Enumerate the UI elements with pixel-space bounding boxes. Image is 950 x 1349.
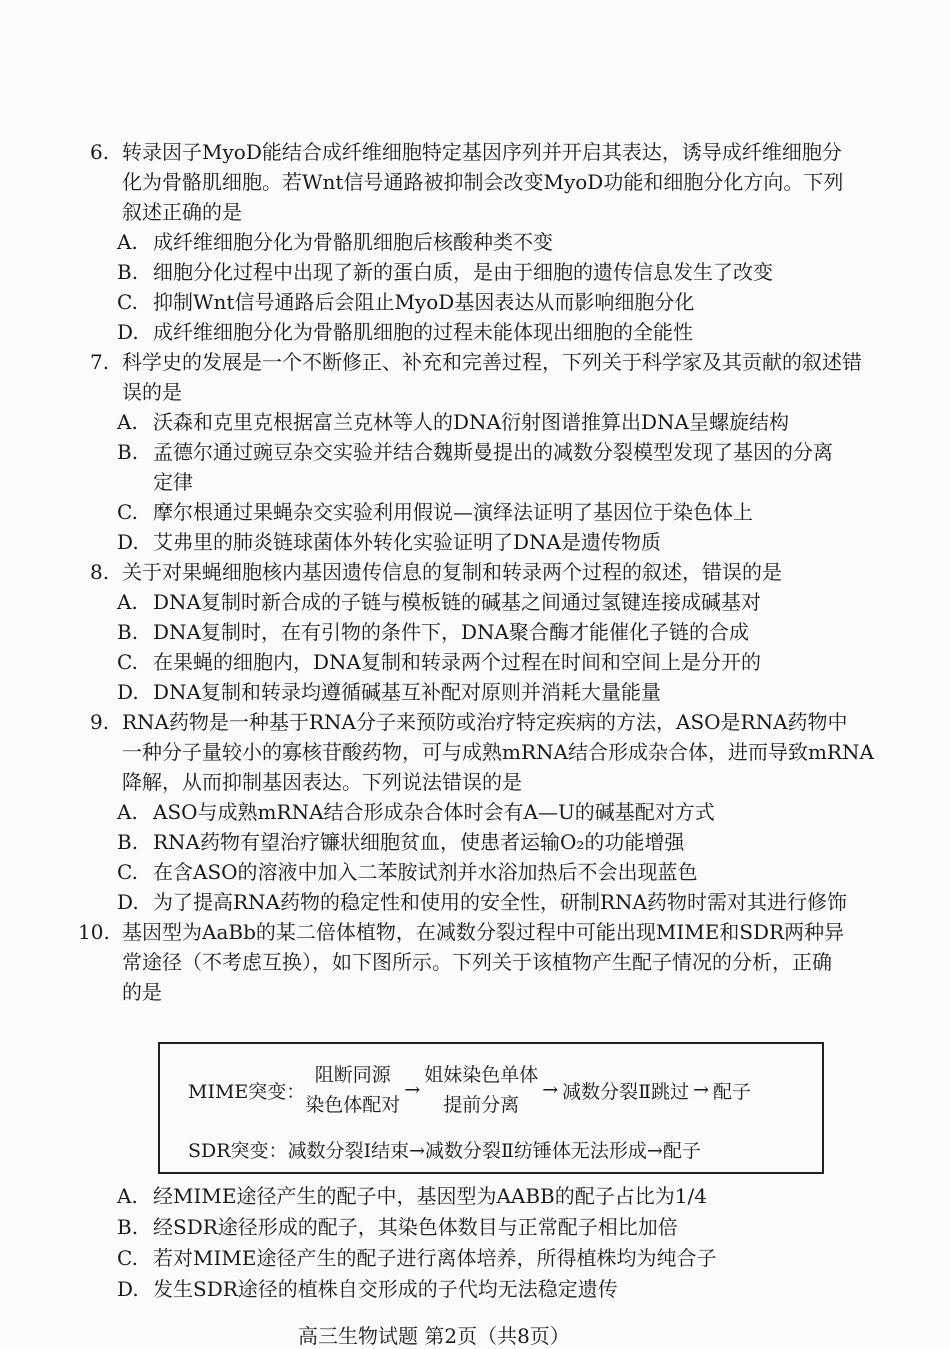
question-number: 8. [90, 560, 110, 584]
option-line [0, 527, 950, 557]
question-stem-text: 一种分子量较小的寡核苷酸药物，可与成熟mRNA结合形成杂合体，进而导致mRNA [122, 740, 874, 764]
option-label: D. [117, 1277, 139, 1301]
option-text: 摩尔根通过果蝇杂交实验利用假说—演绎法证明了基因位于染色体上 [153, 500, 753, 524]
arrow-icon: → [404, 1079, 421, 1101]
question-stem-line [0, 917, 950, 947]
option-line [0, 677, 950, 707]
question-stem-line [0, 347, 950, 377]
sdr-end: 配子 [662, 1140, 701, 1162]
question-stem-text: 科学史的发展是一个不断修正、补充和完善过程，下列关于科学家及其贡献的叙述错 [122, 350, 862, 374]
option-label: A. [117, 590, 138, 614]
option-label: A. [117, 410, 138, 434]
mime-label: MIME突变： [188, 1080, 306, 1103]
option-text: 在果蝇的细胞内，DNA复制和转录两个过程在时间和空间上是分开的 [153, 650, 761, 674]
option-label: C. [117, 500, 138, 524]
option-label: C. [117, 1246, 138, 1270]
option-text: 艾弗里的肺炎链球菌体外转化实验证明了DNA是遗传物质 [153, 530, 661, 554]
question-number: 6. [90, 140, 110, 164]
question-stem-text: 常途径（不考虑互换），如下图所示。下列关于该植物产生配子情况的分析，正确 [122, 950, 832, 974]
option-line [0, 407, 950, 437]
question-stem-line [0, 167, 950, 197]
questions-area [0, 137, 950, 1007]
question-stem-text: 的是 [122, 980, 162, 1004]
option-text: DNA复制时新合成的子链与模板链的碱基之间通过氢键连接成碱基对 [153, 590, 761, 614]
question-stem-line [0, 977, 950, 1007]
arrow-icon: → [542, 1079, 559, 1101]
option-text: 发生SDR途径的植株自交形成的子代均无法稳定遗传 [153, 1277, 618, 1301]
option-line [0, 1181, 950, 1212]
mime-end: 配子 [713, 1080, 752, 1103]
question-10-options [0, 1181, 950, 1305]
question-6 [0, 137, 950, 347]
sdr-step-1: 减数分裂Ⅰ结束 [287, 1140, 410, 1162]
option-line [0, 317, 950, 347]
arrow-icon: → [409, 1140, 425, 1162]
mime-step-1 [305, 1060, 400, 1120]
option-line [0, 497, 950, 527]
option-line [0, 827, 950, 857]
option-line [0, 1243, 950, 1274]
sdr-step-2: 减数分裂Ⅱ纺锤体无法形成 [425, 1140, 647, 1162]
page-footer: 高三生物试题 第2页（共8页） [298, 1324, 570, 1348]
question-8 [0, 557, 950, 707]
question-stem-text: 关于对果蝇细胞核内基因遗传信息的复制和转录两个过程的叙述，错误的是 [122, 560, 782, 584]
option-text: RNA药物有望治疗镰状细胞贫血，使患者运输O₂的功能增强 [153, 830, 685, 854]
question-number: 10. [78, 920, 110, 944]
option-label: B. [117, 620, 139, 644]
option-text: 抑制Wnt信号通路后会阻止MyoD基因表达从而影响细胞分化 [153, 290, 695, 314]
pathway-diagram [158, 1042, 824, 1174]
question-number: 7. [90, 350, 110, 374]
question-7 [0, 347, 950, 557]
option-label: B. [117, 1215, 139, 1239]
option-label: D. [117, 320, 139, 344]
question-number: 9. [90, 710, 110, 734]
option-text: 细胞分化过程中出现了新的蛋白质，是由于细胞的遗传信息发生了改变 [153, 260, 773, 284]
option-line [0, 647, 950, 677]
sdr-pathway [188, 1136, 701, 1163]
option-line [0, 437, 950, 467]
option-line [0, 1274, 950, 1305]
option-line [0, 227, 950, 257]
question-stem-text: 降解，从而抑制基因表达。下列说法错误的是 [122, 770, 522, 794]
question-stem-line [0, 767, 950, 797]
sdr-label: SDR突变： [188, 1140, 288, 1162]
option-line [0, 257, 950, 287]
question-stem-text: RNA药物是一种基于RNA分子来预防或治疗特定疾病的方法，ASO是RNA药物中 [122, 710, 848, 734]
option-text: 经MIME途径产生的配子中，基因型为AABB的配子占比为1/4 [153, 1184, 707, 1208]
question-stem-line [0, 377, 950, 407]
mime-step-1-line-2: 染色体配对 [305, 1094, 401, 1116]
option-label: A. [117, 1184, 138, 1208]
question-10 [0, 917, 950, 1007]
option-line [0, 617, 950, 647]
question-9 [0, 707, 950, 917]
option-text: 成纤维细胞分化为骨骼肌细胞的过程未能体现出细胞的全能性 [153, 320, 693, 344]
mime-step-1-line-1: 阻断同源 [314, 1064, 391, 1086]
option-line [0, 797, 950, 827]
option-label: D. [117, 680, 139, 704]
option-line [0, 587, 950, 617]
option-text: 定律 [153, 470, 193, 494]
option-label: A. [117, 230, 138, 254]
question-stem-text: 化为骨骼肌细胞。若Wnt信号通路被抑制会改变MyoD功能和细胞分化方向。下列 [122, 170, 844, 194]
option-text: ASO与成熟mRNA结合形成杂合体时会有A—U的碱基配对方式 [153, 800, 715, 824]
option-line [0, 287, 950, 317]
option-line [0, 1212, 950, 1243]
option-text: 沃森和克里克根据富兰克林等人的DNA衍射图谱推算出DNA呈螺旋结构 [153, 410, 789, 434]
option-text: 在含ASO的溶液中加入二苯胺试剂并水浴加热后不会出现蓝色 [153, 860, 698, 884]
option-line [0, 857, 950, 887]
option-text: DNA复制时，在有引物的条件下，DNA聚合酶才能催化子链的合成 [153, 620, 749, 644]
question-stem-line [0, 947, 950, 977]
mime-step-2 [424, 1060, 538, 1120]
option-label: C. [117, 860, 138, 884]
option-label: C. [117, 290, 138, 314]
arrow-icon: → [693, 1079, 710, 1101]
option-text: 经SDR途径形成的配子，其染色体数目与正常配子相比加倍 [153, 1215, 678, 1239]
option-line [0, 887, 950, 917]
option-label: B. [117, 830, 139, 854]
mime-step-2-line-2: 提前分离 [443, 1094, 520, 1116]
option-text: 为了提高RNA药物的稳定性和使用的安全性，研制RNA药物时需对其进行修饰 [153, 890, 848, 914]
question-stem-line [0, 707, 950, 737]
option-label: B. [117, 440, 139, 464]
option-text: DNA复制和转录均遵循碱基互补配对原则并消耗大量能量 [153, 680, 661, 704]
option-label: B. [117, 260, 139, 284]
mime-step-3: 减数分裂Ⅱ跳过 [562, 1080, 690, 1103]
question-stem-text: 转录因子MyoD能结合成纤维细胞特定基因序列并开启其表达，诱导成纤维细胞分 [122, 140, 842, 164]
option-label: D. [117, 530, 139, 554]
mime-pathway [188, 1058, 751, 1122]
question-stem-line [0, 197, 950, 227]
question-stem-text: 误的是 [122, 380, 182, 404]
question-stem-text: 叙述正确的是 [122, 200, 242, 224]
option-line [0, 467, 950, 497]
question-stem-line [0, 737, 950, 767]
option-label: C. [117, 650, 138, 674]
question-stem-line [0, 557, 950, 587]
arrow-icon: → [646, 1140, 663, 1162]
option-label: A. [117, 800, 138, 824]
mime-step-2-line-1: 姐妹染色单体 [424, 1064, 539, 1086]
question-stem-text: 基因型为AaBb的某二倍体植物，在减数分裂过程中可能出现MIME和SDR两种异 [122, 920, 845, 944]
option-text: 若对MIME途径产生的配子进行离体培养，所得植株均为纯合子 [153, 1246, 717, 1270]
option-text: 孟德尔通过豌豆杂交实验并结合魏斯曼提出的减数分裂模型发现了基因的分离 [153, 440, 833, 464]
option-label: D. [117, 890, 139, 914]
option-text: 成纤维细胞分化为骨骼肌细胞后核酸种类不变 [153, 230, 553, 254]
question-stem-line [0, 137, 950, 167]
